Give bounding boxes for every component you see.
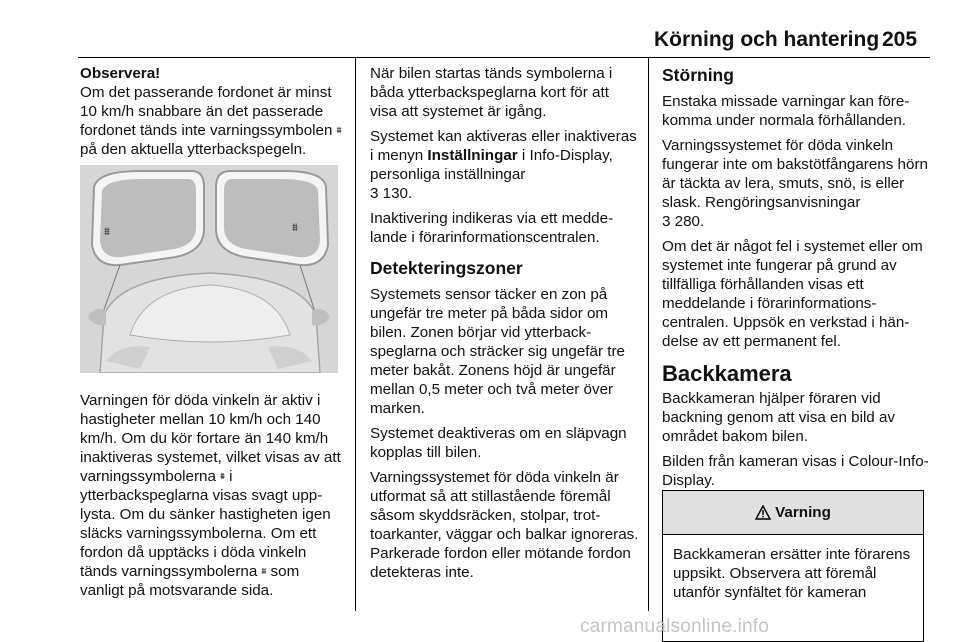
ignored-objects-paragraph: Varningssystemet för döda vinkeln är utformat så att stillastående föremål såsom skyddsräcken, stolpar, trottoarkanter, väggar och balkar ignoreras. Parkerade fordon eller mötande fordon detekteras inte. xyxy=(370,469,639,581)
header-title: Körning och hantering xyxy=(654,28,880,51)
system-fault-paragraph: Om det är något fel i systemet eller om systemet inte fungerar på grund av tillfälliga förhållanden visas ett meddelande i förarinformationscentralen. Uppsök en verkstad i händelse av ett permanent fel. xyxy=(662,238,923,350)
section-heading-rear-camera: Backkamera xyxy=(662,361,792,386)
column-2 xyxy=(370,64,640,588)
zone-paragraph: Systemets sensor täcker en zon på ungefär tre meter på båda sidor om bilen. Zonen börjar vid ytterbackspeglarna och sträcker sig ungefär tre meter bakåt. Zonens höjd är ungefär mellan 0,5 meter och två meter över marken. xyxy=(370,286,625,417)
deactivation-paragraph: Inaktivering indikeras via ett meddelande i förarinformationscentralen. xyxy=(370,210,614,246)
column-divider-2 xyxy=(648,58,649,611)
section-heading-fault: Störning xyxy=(662,65,734,85)
warning-body: Backkameran ersätter inte förarens uppsikt. Observera att föremål utanför synfältet för kameran xyxy=(673,546,911,601)
camera-display-paragraph: Bilden från kameran visas i Colour-Info-Display. xyxy=(662,453,929,489)
section-heading-detection-zones: Detekteringszoner xyxy=(370,258,523,278)
body-text-b: i ytterbackspeglarna visas svagt upplysta. Om du sänker hastigheten igen släcks varningssymbolerna. Om ett fordon då upptäcks i döda vinkeln tänds varningssymbolerna xyxy=(80,468,331,580)
note-text-2: på den aktuella ytterbackspegeln. xyxy=(80,141,307,158)
settings-text: Systemet kan aktiveras eller inaktiveras i menyn xyxy=(370,128,637,164)
blind-spot-symbol-icon: ⩩ xyxy=(261,566,267,576)
note-text: Om det passerande fordonet är minst 10 km/h snabbare än det passerade fordonet tänds inte varningssymbolen xyxy=(80,84,337,139)
blind-spot-symbol-icon: ⩩ xyxy=(220,471,225,481)
missed-warnings-paragraph: Enstaka missade varningar kan förekomma under normala förhållanden. xyxy=(662,93,910,129)
warning-header xyxy=(663,491,923,535)
column-divider-1 xyxy=(355,58,356,611)
settings-menu-name: Inställningar xyxy=(427,147,518,164)
column-3 xyxy=(662,64,930,496)
svg-text:⩩: ⩩ xyxy=(292,221,298,234)
note-heading: Observera! xyxy=(80,65,161,82)
mirror-illustration xyxy=(80,165,338,373)
body-text-a: Varningen för döda vinkeln är aktiv i hastigheter mellan 10 km/h och 140 km/h. Om du kör fortare än 140 km/h inaktiveras systemet, vilket visas av att varningssymbolerna xyxy=(80,392,341,485)
settings-paragraph xyxy=(370,127,640,203)
blind-spot-symbol-icon: ⩩ xyxy=(336,125,342,135)
body-paragraph xyxy=(80,391,346,600)
car-mirrors-image xyxy=(80,165,338,373)
note-paragraph xyxy=(80,64,346,159)
warning-triangle-icon xyxy=(755,505,771,520)
page-reference: 3 280. xyxy=(662,213,705,230)
startup-paragraph: När bilen startas tänds symbolerna i båda ytterbackspeglarna kort för att visa att systemet är igång. xyxy=(370,65,613,120)
svg-text:⩩: ⩩ xyxy=(104,225,110,238)
header-rule xyxy=(78,57,930,58)
rear-camera-paragraph: Backkameran hjälper föraren vid backning genom att visa en bild av området bakom bilen. xyxy=(662,390,896,445)
watermark: carmanualsonline.info xyxy=(580,616,770,637)
page-number: 205 xyxy=(882,28,918,51)
trailer-paragraph: Systemet deaktiveras om en släpvagn kopplas till bilen. xyxy=(370,425,627,461)
body-text-c: som vanligt på motsvarande sida. xyxy=(80,563,300,599)
bumper-paragraph xyxy=(662,136,930,231)
settings-text-2: i Info-Display, personliga inställningar xyxy=(370,147,613,183)
page-reference: 3 130. xyxy=(370,185,413,202)
warning-title: Varning xyxy=(775,504,831,521)
bumper-text: Varningssystemet för döda vinkeln fungerar inte om bakstötfångarens hörn är täckta av lera, smuts, snö, is eller slask. Rengöringsanvisningar xyxy=(662,137,928,211)
column-1 xyxy=(80,64,346,606)
